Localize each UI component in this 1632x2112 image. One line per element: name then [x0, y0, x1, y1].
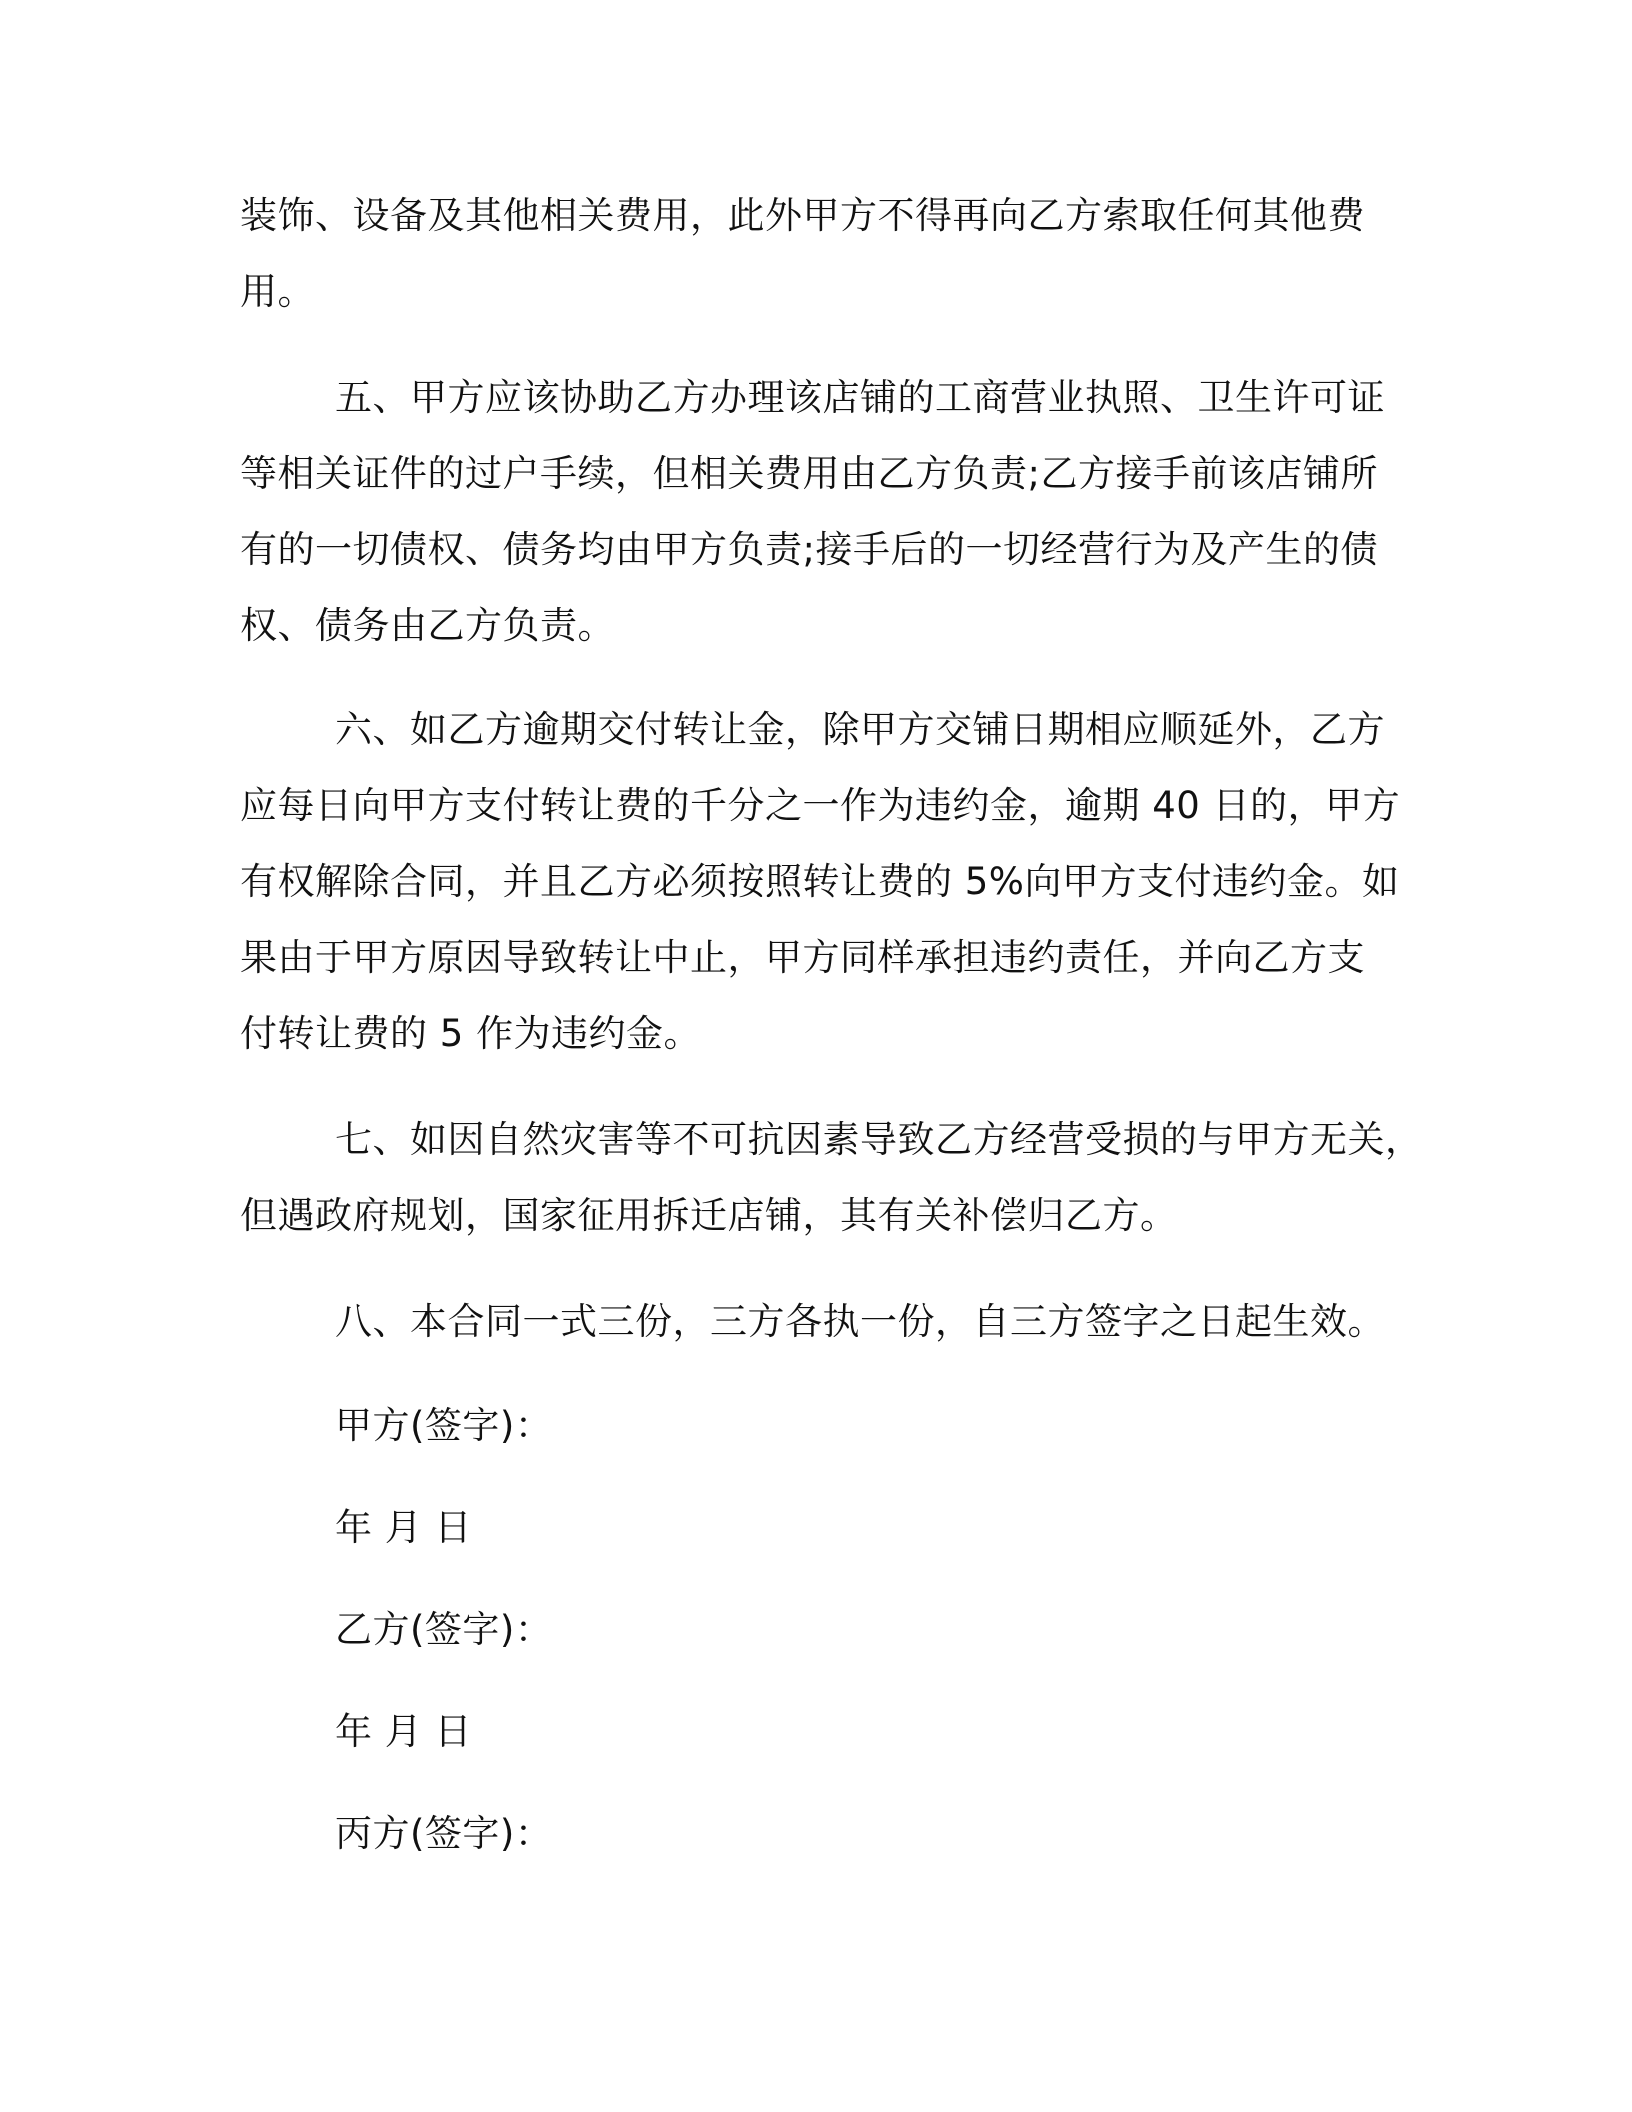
party-a-date: 年 月 日	[335, 1506, 473, 1549]
clause-8: 八、本合同一式三份，三方各执一份，自三方签字之日起生效。	[335, 1300, 1385, 1343]
party-b-date: 年 月 日	[335, 1710, 473, 1753]
clause-6-line-2: 应每日向甲方支付转让费的千分之一作为违约金，逾期 40 日的，甲方	[240, 784, 1401, 827]
paragraph-4-line-1: 装饰、设备及其他相关费用，此外甲方不得再向乙方索取任何其他费	[240, 194, 1365, 237]
clause-7-line-2: 但遇政府规划，国家征用拆迁店铺，其有关补偿归乙方。	[240, 1194, 1178, 1237]
clause-6-line-1: 六、如乙方逾期交付转让金，除甲方交铺日期相应顺延外，乙方	[335, 708, 1385, 751]
clause-6-line-3: 有权解除合同，并且乙方必须按照转让费的 5%向甲方支付违约金。如	[240, 860, 1400, 903]
party-a-signature: 甲方(签字)：	[335, 1404, 553, 1447]
clause-5-line-1: 五、甲方应该协助乙方办理该店铺的工商营业执照、卫生许可证	[335, 376, 1385, 419]
paragraph-4-line-2: 用。	[240, 270, 315, 313]
clause-5-line-2: 等相关证件的过户手续，但相关费用由乙方负责;乙方接手前该店铺所	[240, 452, 1378, 495]
party-b-signature: 乙方(签字)：	[335, 1608, 553, 1651]
clause-5-line-3: 有的一切债权、债务均由甲方负责;接手后的一切经营行为及产生的债	[240, 528, 1378, 571]
clause-7-line-1: 七、如因自然灾害等不可抗因素导致乙方经营受损的与甲方无关，	[335, 1118, 1423, 1161]
clause-6-line-4: 果由于甲方原因导致转让中止，甲方同样承担违约责任，并向乙方支	[240, 936, 1365, 979]
clause-5-line-4: 权、债务由乙方负责。	[240, 604, 615, 647]
clause-6-line-5: 付转让费的 5 作为违约金。	[240, 1012, 702, 1055]
party-c-signature: 丙方(签字)：	[335, 1812, 553, 1855]
